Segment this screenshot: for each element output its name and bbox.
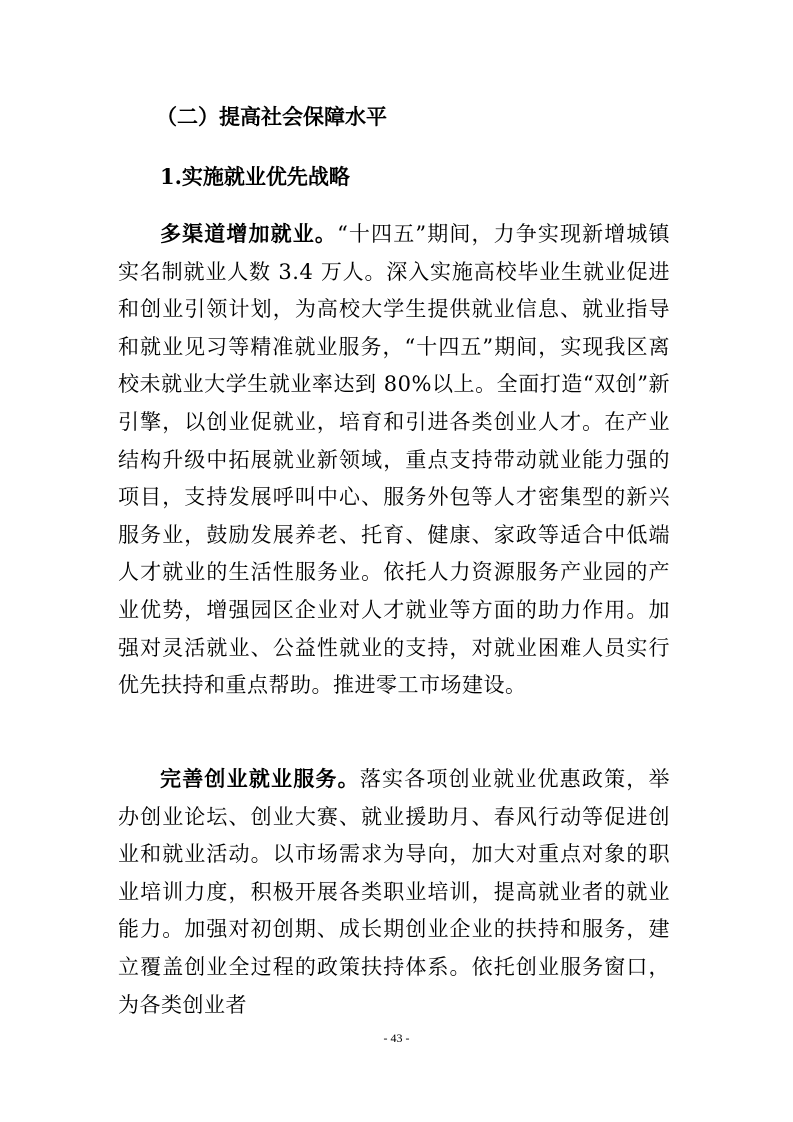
paragraph-body: “十四五”期间，力争实现新增城镇实名制就业人数 3.4 万人。深入实施高校毕业生就业促进和创业引领计划，为高校大学生提供就业信息、就业指导和就业见习等精准就业服务，“十四五”期间，实现我区离校未就业大学生就业率达到 80%以上。全面打造“双创”新引擎，以创业促就业，培育和引进各类创业人才。在产业结构升级中拓展就业新领域，重点支持带动就业能力强的项目，支持发展呼叫中心、服务外包等人才密集型的新兴服务业，鼓励发展养老、托育、健康、家政等适合中低端人才就业的生活性服务业。依托人力资源服务产业园的产业优势，增强园区企业对人才就业等方面的助力作用。加强对灵活就业、公益性就业的支持，对就业困难人员实行优先扶持和重点帮助。推进零工市场建设。 <box>118 222 670 698</box>
section-heading: （二）提高社会保障水平 <box>156 104 387 129</box>
paragraph-lead: 完善创业就业服务。 <box>160 766 360 791</box>
paragraph-body: 落实各项创业就业优惠政策，举办创业论坛、创业大赛、就业援助月、春风行动等促进创业和就业活动。以市场需求为导向，加大对重点对象的职业培训力度，积极开展各类职业培训，提高就业者的就业能力。加强对初创期、成长期创业企业的扶持和服务，建立覆盖创业全过程的政策扶持体系。依托创业服务窗口，为各类创业者 <box>118 767 671 1017</box>
page-number: - 43 - <box>383 1031 410 1045</box>
paragraph-improve-services <box>118 760 670 1024</box>
sub-heading: 1.实施就业优先战略 <box>160 164 350 189</box>
paragraph-lead: 多渠道增加就业。 <box>160 221 338 246</box>
paragraph-increase-employment <box>118 215 670 705</box>
